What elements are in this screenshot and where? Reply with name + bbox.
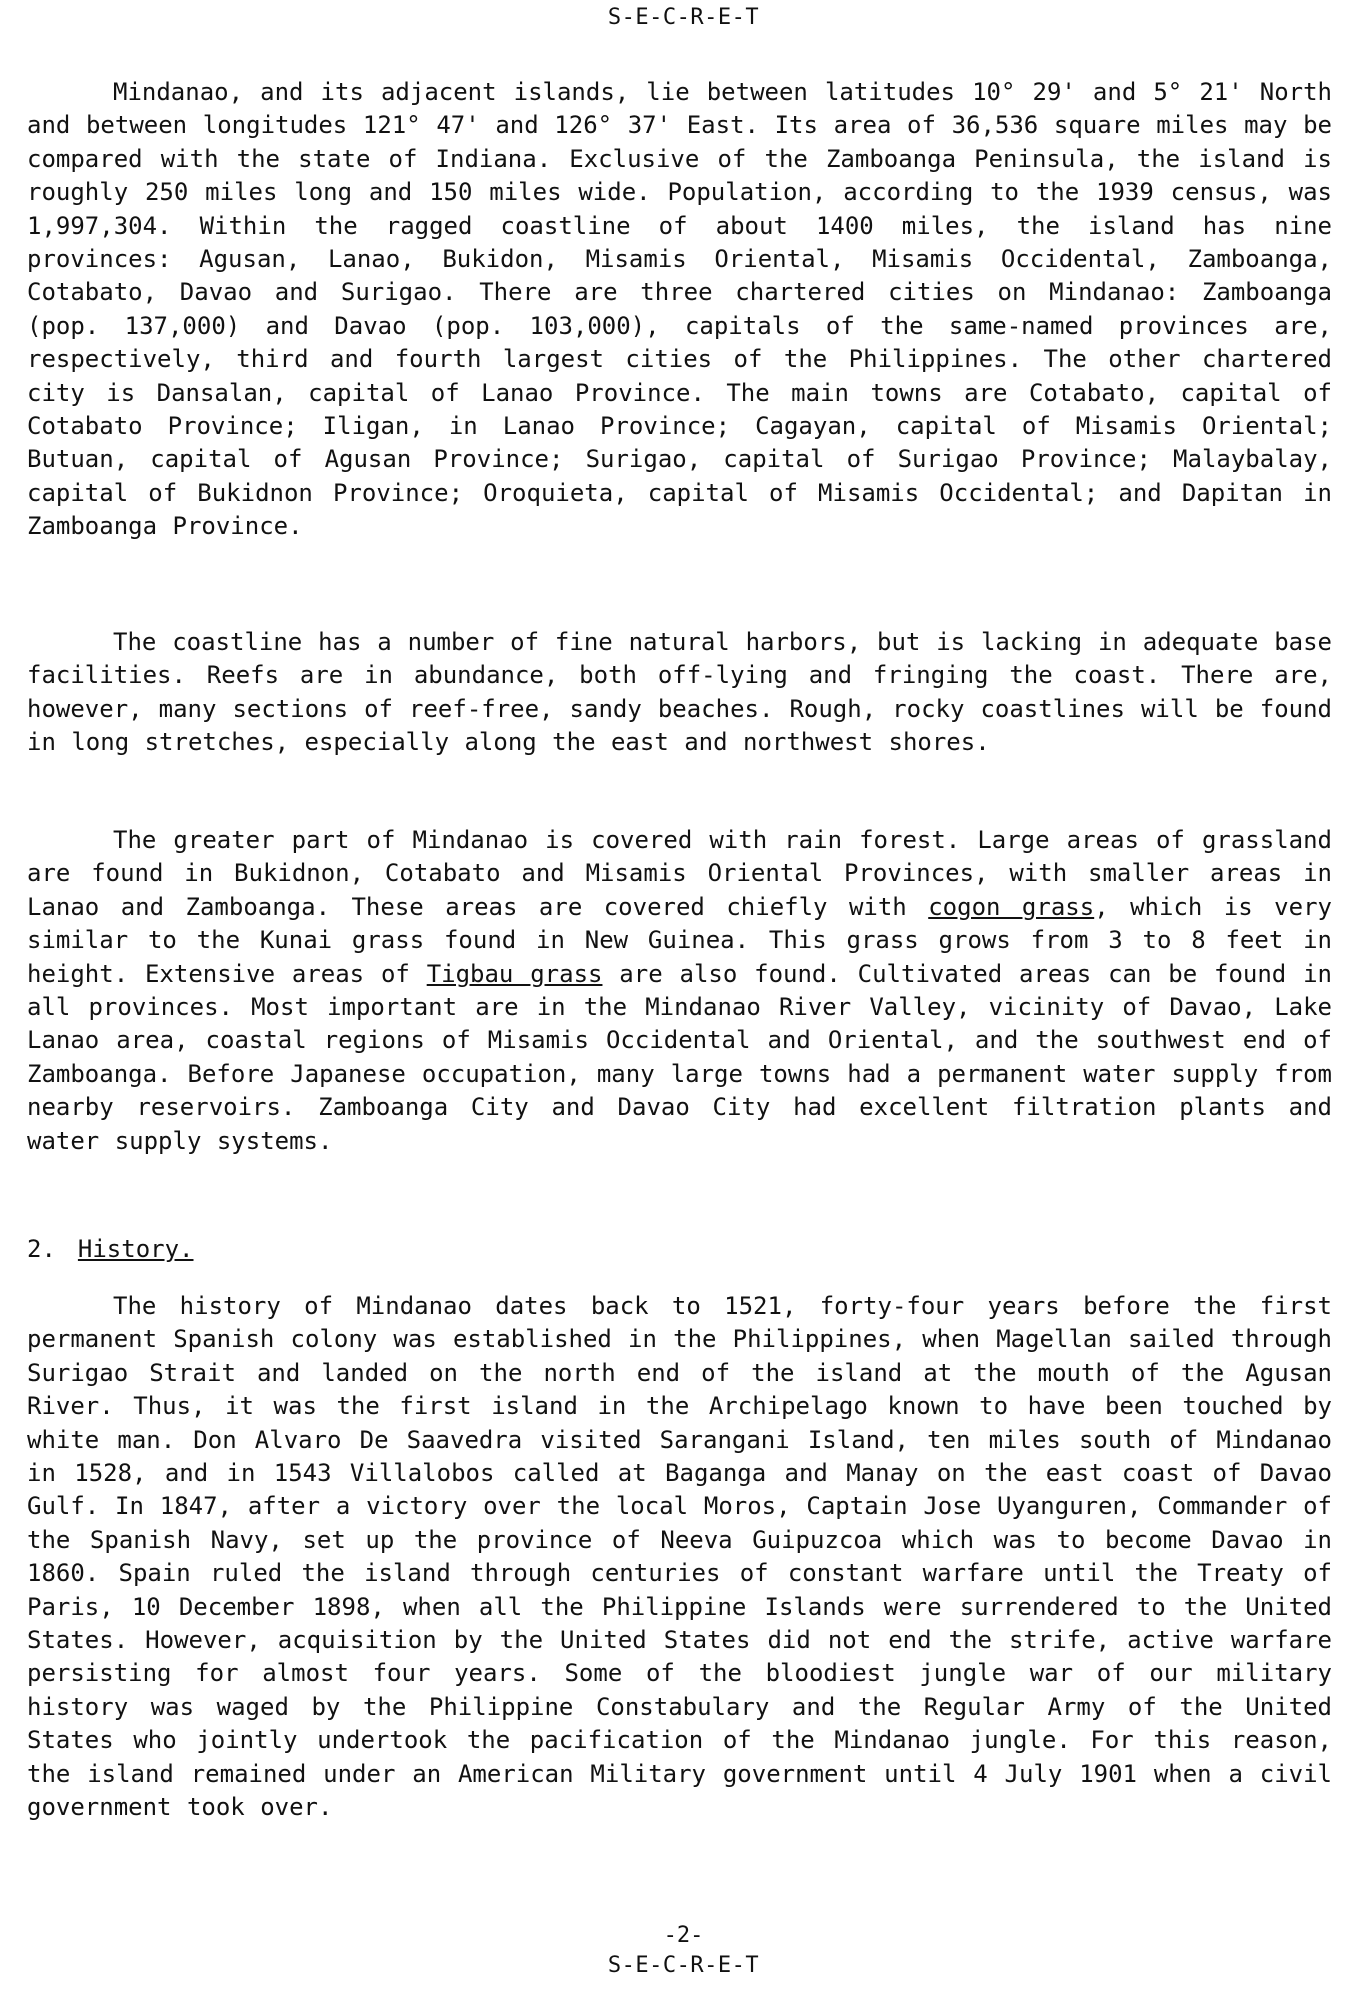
paragraph-coastline xyxy=(27,626,1332,760)
underlined-term-cogon-grass: cogon grass xyxy=(928,892,1095,921)
paragraph-text-part: The greater part of Mindanao is covered with rain forest. Large areas of grassland are found in Bukidnon, Cotabato and Misamis Oriental Provinces, with smaller areas in Lanao and Zamboanga. These areas are covered chiefly with xyxy=(27,826,1332,921)
section-heading-history xyxy=(27,1232,194,1266)
paragraph-history xyxy=(27,1290,1332,1825)
paragraph-text-part: are also found. Cultivated areas can be found in all provinces. Most important are in the Mindanao River Valley, vicinity of Davao, Lake Lanao area, coastal regions of Misamis Occidental and Oriental, and the southwest end of Zamboanga. Before Japanese occupation, many large towns had a permanent water supply from nearby reservoirs. Zamboanga City and Davao City had excellent filtration plants and water supply systems. xyxy=(27,959,1332,1155)
section-title: History. xyxy=(77,1235,194,1263)
paragraph-text xyxy=(27,824,1332,1158)
paragraph-geography xyxy=(27,76,1332,544)
underlined-term-tigbau-grass: Tigbau grass xyxy=(426,959,603,988)
paragraph-text: The coastline has a number of fine natural harbors, but is lacking in adequate base facilities. Reefs are in abundance, both off-lying and fringing the coast. There are, however, many sections of reef-free, sandy beaches. Rough, rocky coastlines will be found in long stretches, especially along the east and northwest shores. xyxy=(27,628,1332,757)
page-number: -2- xyxy=(663,1923,704,1948)
classification-footer: S-E-C-R-E-T xyxy=(607,1953,760,1978)
paragraph-text-part: , which is very similar to the Kunai grass found in New Guinea. This grass grows from 3 to 8 feet in height. Extensive areas of xyxy=(27,892,1332,988)
paragraph-vegetation xyxy=(27,824,1332,1158)
classification-header: S-E-C-R-E-T xyxy=(607,5,760,30)
paragraph-text: The history of Mindanao dates back to 1521, forty-four years before the first permanent Spanish colony was established in the Philippines, when Magellan sailed through Surigao Strait and landed on the north end of the island at the mouth of the Agusan River. Thus, it was the first island in the Archipelago known to have been touched by white man. Don Alvaro De Saavedra visited Sarangani Island, ten miles south of Mindanao in 1528, and in 1543 Villalobos called at Baganga and Manay on the east coast of Davao Gulf. In 1847, after a victory over the local Moros, Captain Jose Uyanguren, Commander of the Spanish Navy, set up the province of Neeva Guipuzcoa which was to become Davao in 1860. Spain ruled the island through centuries of constant warfare until the Treaty of Paris, 10 December 1898, when all the Philippine Islands were surrendered to the United States. However, acquisition by the United States did not end the strife, active warfare persisting for almost four years. Some of the bloodiest jungle war of our military history was waged by the Philippine Constabulary and the Regular Army of the United States who jointly undertook the pacification of the Mindanao jungle. For this reason, the island remained under an American Military government until 4 July 1901 when a civil government took over. xyxy=(27,1292,1332,1822)
section-number: 2. xyxy=(27,1235,56,1263)
paragraph-text: Mindanao, and its adjacent islands, lie between latitudes 10° 29' and 5° 21' North and between longitudes 121° 47' and 126° 37' East. Its area of 36,536 square miles may be compared with the state of Indiana. Exclusive of the Zamboanga Peninsula, the island is roughly 250 miles long and 150 miles wide. Population, according to the 1939 census, was 1,997,304. Within the ragged coastline of about 1400 miles, the island has nine provinces: Agusan, Lanao, Bukidon, Misamis Oriental, Misamis Occidental, Zamboanga, Cotabato, Davao and Surigao. There are three chartered cities on Mindanao: Zamboanga (pop. 137,000) and Davao (pop. 103,000), capitals of the same-named provinces are, respectively, third and fourth largest cities of the Philippines. The other chartered city is Dansalan, capital of Lanao Province. The main towns are Cotabato, capital of Cotabato Province; Iligan, in Lanao Province; Cagayan, capital of Misamis Oriental; Butuan, capital of Agusan Province; Surigao, capital of Surigao Province; Malaybalay, capital of Bukidnon Province; Oroquieta, capital of Misamis Occidental; and Dapitan in Zamboanga Province. xyxy=(27,78,1332,541)
